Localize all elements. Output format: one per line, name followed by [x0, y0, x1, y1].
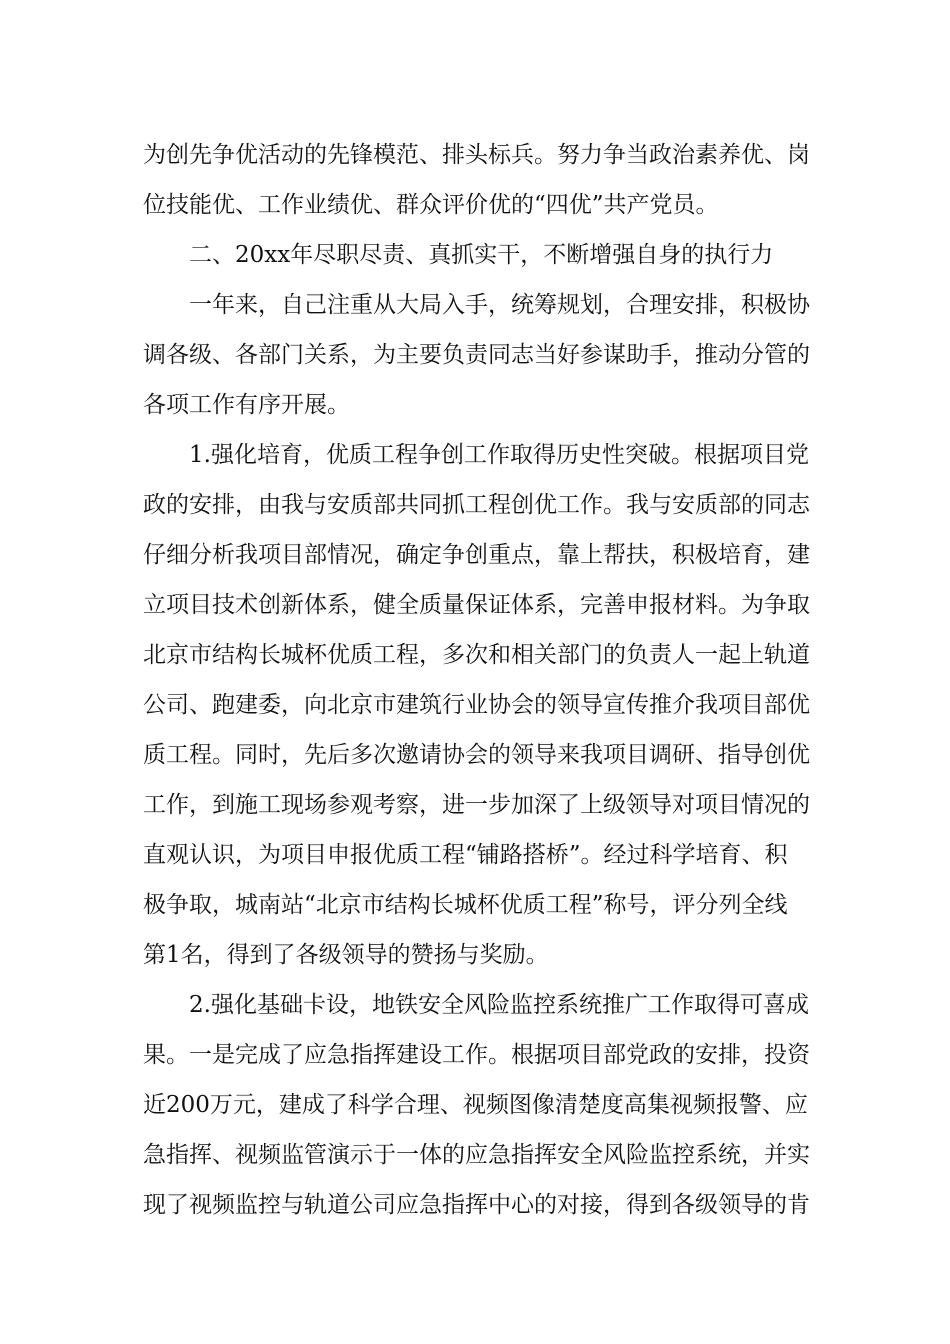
- text-line: 直观认识，为项目申报优质工程“铺路搭桥”。经过科学培育、积: [143, 842, 788, 868]
- text-line: 政的安排，由我与安质部共同抓工程创优工作。我与安质部的同志: [143, 492, 810, 518]
- section-heading: 二、20xx年尽职尽责、真抓实干，不断增强自身的执行力: [189, 242, 774, 268]
- text-line: 工作，到施工现场参观考察，进一步加深了上级领导对项目情况的: [143, 792, 810, 818]
- text-line: 一年来，自己注重从大局入手，统筹规划，合理安排，积极协: [189, 292, 810, 318]
- text-line: 近200万元，建成了科学合理、视频图像清楚度高集视频报警、应: [143, 1092, 808, 1118]
- document-body: [143, 130, 810, 1230]
- text-line: 1.强化培育，优质工程争创工作取得历史性突破。根据项目党: [189, 442, 809, 468]
- text-line: 果。一是完成了应急指挥建设工作。根据项目部党政的安排，投资: [143, 1042, 810, 1068]
- text-line: 急指挥、视频监管演示于一体的应急指挥安全风险监控系统，并实: [143, 1142, 810, 1168]
- text-line: 质工程。同时，先后多次邀请协会的领导来我项目调研、指导创优: [143, 742, 810, 768]
- text-line: 北京市结构长城杯优质工程，多次和相关部门的负责人一起上轨道: [143, 642, 810, 668]
- text-line: 位技能优、工作业绩优、群众评价优的“四优”共产党员。: [143, 192, 719, 218]
- text-line: 第1名，得到了各级领导的赞扬与奖励。: [143, 942, 549, 968]
- text-line: 仔细分析我项目部情况，确定争创重点，靠上帮扶，积极培育，建: [143, 542, 810, 568]
- text-line: 现了视频监控与轨道公司应急指挥中心的对接，得到各级领导的肯: [143, 1192, 810, 1218]
- text-line: 调各级、各部门关系，为主要负责同志当好参谋助手，推动分管的: [143, 342, 810, 368]
- text-line: 极争取，城南站“北京市结构长城杯优质工程”称号，评分列全线: [143, 892, 788, 918]
- text-line: 为创先争优活动的先锋模范、排头标兵。努力争当政治素养优、岗: [143, 142, 810, 168]
- text-line: 各项工作有序开展。: [143, 392, 350, 418]
- text-line: 立项目技术创新体系，健全质量保证体系，完善申报材料。为争取: [143, 592, 810, 618]
- text-line: 2.强化基础卡设，地铁安全风险监控系统推广工作取得可喜成: [189, 992, 809, 1018]
- text-line: 公司、跑建委，向北京市建筑行业协会的领导宣传推介我项目部优: [143, 692, 810, 718]
